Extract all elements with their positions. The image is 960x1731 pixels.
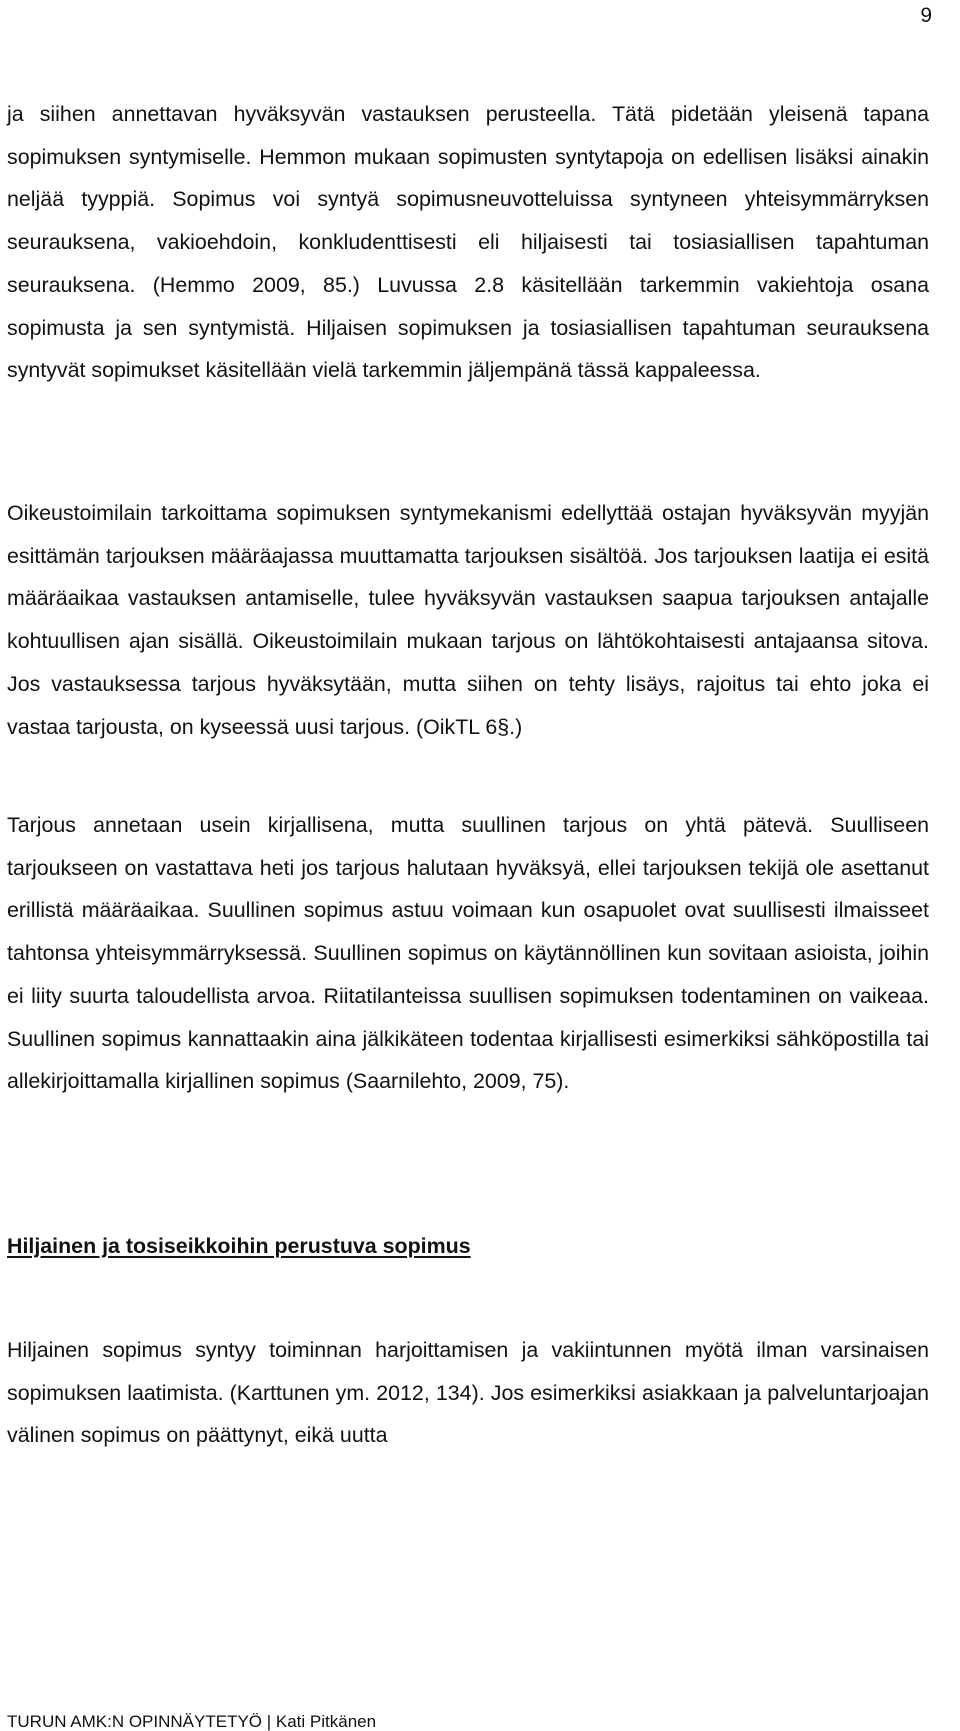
paragraph-4: Hiljainen sopimus syntyy toiminnan harjoittamisen ja vakiintunnen myötä ilman varsinaisen sopimuksen laatimista. (Karttunen ym. 2012, 134). Jos esimerkiksi asiakkaan ja palveluntarjoajan välinen sopimus on päättynyt, eikä uutta: [7, 1338, 929, 1448]
paragraph-3: Tarjous annetaan usein kirjallisena, mutta suullinen tarjous on yhtä pätevä. Suulliseen tarjoukseen on vastattava heti jos tarjous halutaan hyväksyä, ellei tarjouksen tekijä ole asettanut erillistä määräaikaa. Suullinen sopimus astuu voimaan kun osapuolet ovat suullisesti ilmaisseet tahtonsa yhteisymmärryksessä. Suullinen sopimus on käytännöllinen kun sovitaan asioista, joihin ei liity suurta taloudellista arvoa. Riitatilanteissa suullisen sopimuksen todentaminen on vaikeaa. Suullinen sopimus kannattaakin aina jälkikäteen todentaa kirjallisesti esimerkiksi sähköpostilla tai allekirjoittamalla kirjallinen sopimus (Saarnilehto, 2009, 75).: [7, 813, 929, 1094]
page-number: 9: [920, 4, 932, 27]
paragraph-2: Oikeustoimilain tarkoittama sopimuksen syntymekanismi edellyttää ostajan hyväksyvän myyjän esittämän tarjouksen määräajassa muuttamatta tarjouksen sisältöä. Jos tarjouksen laatija ei esitä määräaikaa vastauksen antamiselle, tulee hyväksyvän vastauksen saapua tarjouksen antajalle kohtuullisen ajan sisällä. Oikeustoimilain mukaan tarjous on lähtökohtaisesti antajaansa sitova. Jos vastauksessa tarjous hyväksytään, mutta siihen on tehty lisäys, rajoitus tai ehto joka ei vastaa tarjousta, on kyseessä uusi tarjous. (OikTL 6§.): [7, 501, 929, 739]
page-footer: TURUN AMK:N OPINNÄYTETYÖ | Kati Pitkänen: [7, 1712, 377, 1731]
section-heading: Hiljainen ja tosiseikkoihin perustuva sopimus: [7, 1234, 471, 1258]
paragraph-1: ja siihen annettavan hyväksyvän vastauksen perusteella. Tätä pidetään yleisenä tapana sopimuksen syntymiselle. Hemmon mukaan sopimusten syntytapoja on edellisen lisäksi ainakin neljää tyyppiä. Sopimus voi syntyä sopimusneuvotteluissa syntyneen yhteisymmärryksen seurauksena, vakioehdoin, konkludenttisesti eli hiljaisesti tai tosiasiallisen tapahtuman seurauksena. (Hemmo 2009, 85.) Luvussa 2.8 käsitellään tarkemmin vakiehtoja osana sopimusta ja sen syntymistä. Hiljaisen sopimuksen ja tosiasiallisen tapahtuman seurauksena syntyvät sopimukset käsitellään vielä tarkemmin jäljempänä tässä kappaleessa.: [7, 102, 929, 383]
